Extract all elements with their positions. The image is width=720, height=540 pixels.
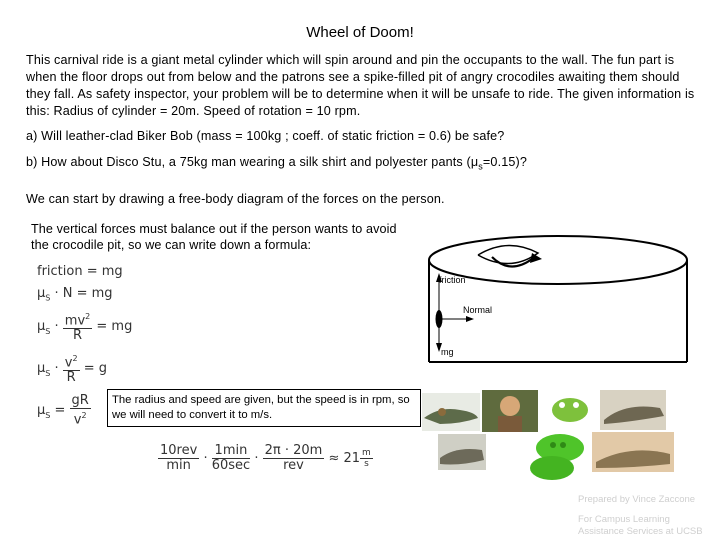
equation-friction: friction = mg bbox=[37, 264, 123, 279]
mg-label: mg bbox=[441, 347, 454, 357]
crocodile-image-4 bbox=[592, 432, 674, 472]
question-b: b) How about Disco Stu, a 75kg man wearing a silk shirt and polyester pants $(\mu_s=0.15)$? bbox=[26, 155, 528, 172]
illustration-collage bbox=[420, 388, 720, 488]
credit-line-2: For Campus Learning bbox=[578, 514, 670, 525]
equation-mu-g: $\mu_S$ · $\frac{v^2}{R}$ = g bbox=[37, 354, 108, 386]
note-box: The radius and speed are given, but the speed is in rpm, so we will need to convert it to m/s. bbox=[107, 389, 421, 427]
normal-label: Normal bbox=[463, 305, 493, 315]
equation-mu-result: $\mu_S$ = $\frac{gR}{v^2}$ bbox=[37, 393, 89, 428]
intro-paragraph: This carnival ride is a giant metal cylinder which will spin around and pin the occupants to the wall. The fun part is when the floor drops out from below and the patrons see a spike-filled pit of angry crocodiles awaiting them should they fall. As safety inspector, your problem will be to determine when it will be unsafe to ride. The given information is this: Radius of cylinder = 20m. Speed of rotation = 10 rpm. bbox=[26, 53, 695, 118]
person-image bbox=[482, 390, 538, 432]
crocodile-image-1 bbox=[422, 393, 480, 431]
crocodile-image-3 bbox=[438, 434, 486, 470]
normal-arrowhead bbox=[466, 316, 474, 322]
vertical-forces-text: The vertical forces must balance out if the person wants to avoid the crocodile pit, so we can write down a formula: bbox=[31, 222, 397, 252]
rpm-conversion: $\frac{\text{10rev}}{\min}$ · $\frac{1\min}{60\sec}$ · $\frac{2\pi \cdot 20m}{\text{rev}}$ ≈ 21 $\frac{m}{s}$ bbox=[160, 443, 371, 473]
cylinder-top bbox=[429, 236, 687, 284]
rotation-arrow-loop bbox=[492, 257, 532, 267]
friction-label: friction bbox=[439, 275, 466, 285]
green-clogs-image bbox=[530, 434, 584, 480]
crocodile-image-2 bbox=[600, 390, 666, 430]
equation-normal: $\mu_S \cdot N$ = mg bbox=[37, 286, 113, 303]
fbd-sentence: We can start by drawing a free-body diagram of the forces on the person. bbox=[26, 192, 445, 206]
credit-line-3: Assistance Services at UCSB bbox=[578, 526, 703, 537]
cylinder-diagram bbox=[420, 225, 700, 385]
equation-centripetal: $\mu_S$ · $\frac{mv^2}{R}$ = mg bbox=[37, 312, 133, 344]
question-a: a) Will leather-clad Biker Bob (mass = 100kg ; coeff. of static friction = 0.6) be safe? bbox=[26, 129, 505, 143]
cartoon-crocodile-image bbox=[546, 390, 596, 434]
page-title: Wheel of Doom! bbox=[306, 24, 414, 41]
credit-line-1: Prepared by Vince Zaccone bbox=[578, 494, 696, 505]
